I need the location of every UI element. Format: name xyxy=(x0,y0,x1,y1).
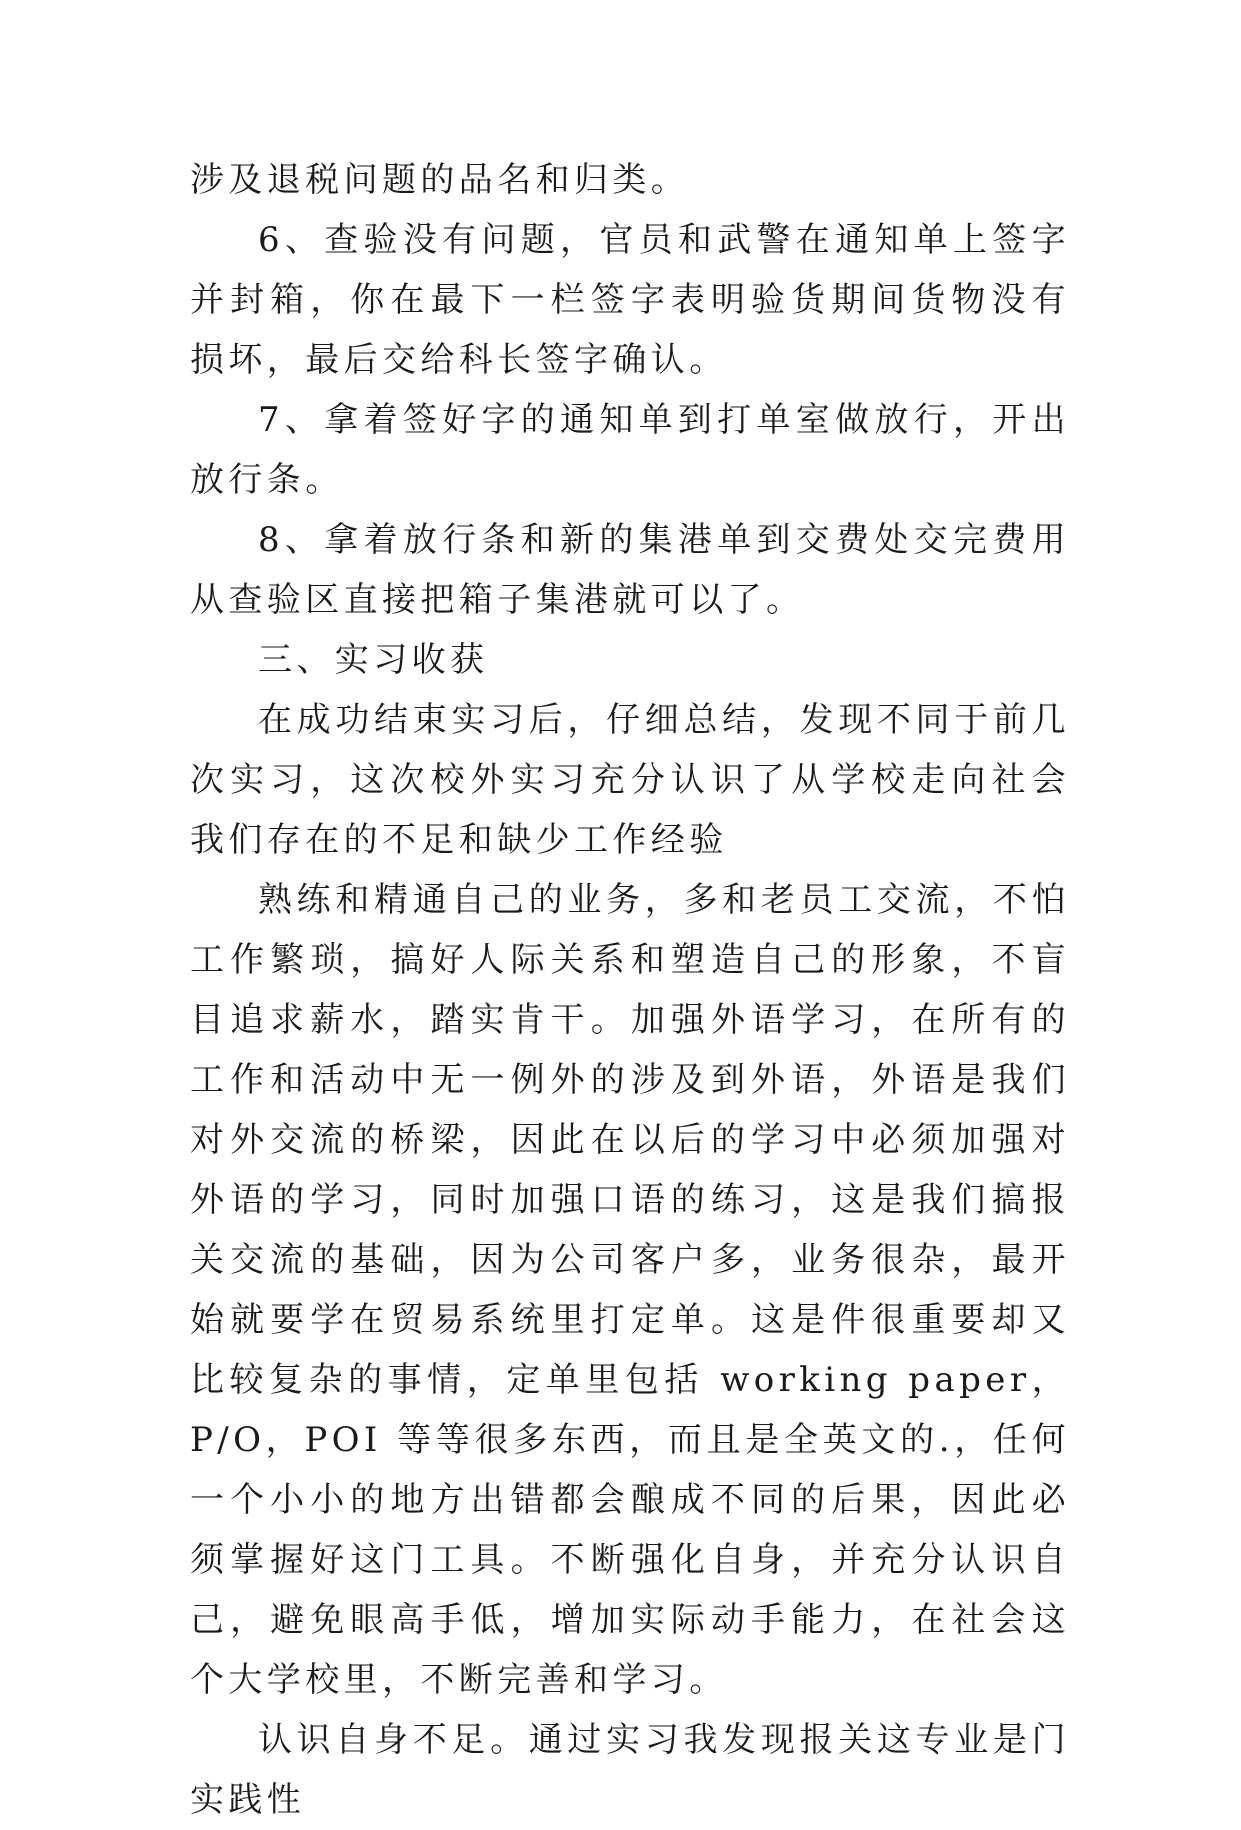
paragraph-continuation: 涉及退税问题的品名和归类。 xyxy=(190,160,690,200)
document-page xyxy=(190,150,1070,1830)
paragraph-step-8: 8、拿着放行条和新的集港单到交费处交完费用从查验区直接把箱子集港就可以了。 xyxy=(190,520,1070,620)
paragraph-summary: 在成功结束实习后，仔细总结，发现不同于前几次实习，这次校外实习充分认识了从学校走向社会我们存在的不足和缺少工作经验 xyxy=(190,700,1070,860)
paragraph-step-7: 7、拿着签好字的通知单到打单室做放行，开出放行条。 xyxy=(190,400,1070,500)
paragraph-skills: 熟练和精通自己的业务，多和老员工交流，不怕工作繁琐，搞好人际关系和塑造自己的形象，不盲目追求薪水，踏实肯干。加强外语学习，在所有的工作和活动中无一例外的涉及到外语，外语是我们对外交流的桥梁，因此在以后的学习中必须加强对外语的学习，同时加强口语的练习，这是我们搞报关交流的基础，因为公司客户多，业务很杂，最开始就要学在贸易系统里打定单。这是件很重要却又比较复杂的事情，定单里包括 working paper，P/O，POI 等等很多东西，而且是全英文的.，任何一个小小的地方出错都会酿成不同的后果，因此必须掌握好这门工具。不断强化自身，并充分认识自己，避免眼高手低，增加实际动手能力，在社会这个大学校里，不断完善和学习。 xyxy=(190,880,1070,1700)
section-heading: 三、实习收获 xyxy=(258,640,489,680)
paragraph-step-6: 6、查验没有问题，官员和武警在通知单上签字并封箱，你在最下一栏签字表明验货期间货物没有损坏，最后交给科长签字确认。 xyxy=(190,220,1070,380)
paragraph-shortcomings: 认识自身不足。通过实习我发现报关这专业是门实践性 xyxy=(190,1720,1070,1820)
